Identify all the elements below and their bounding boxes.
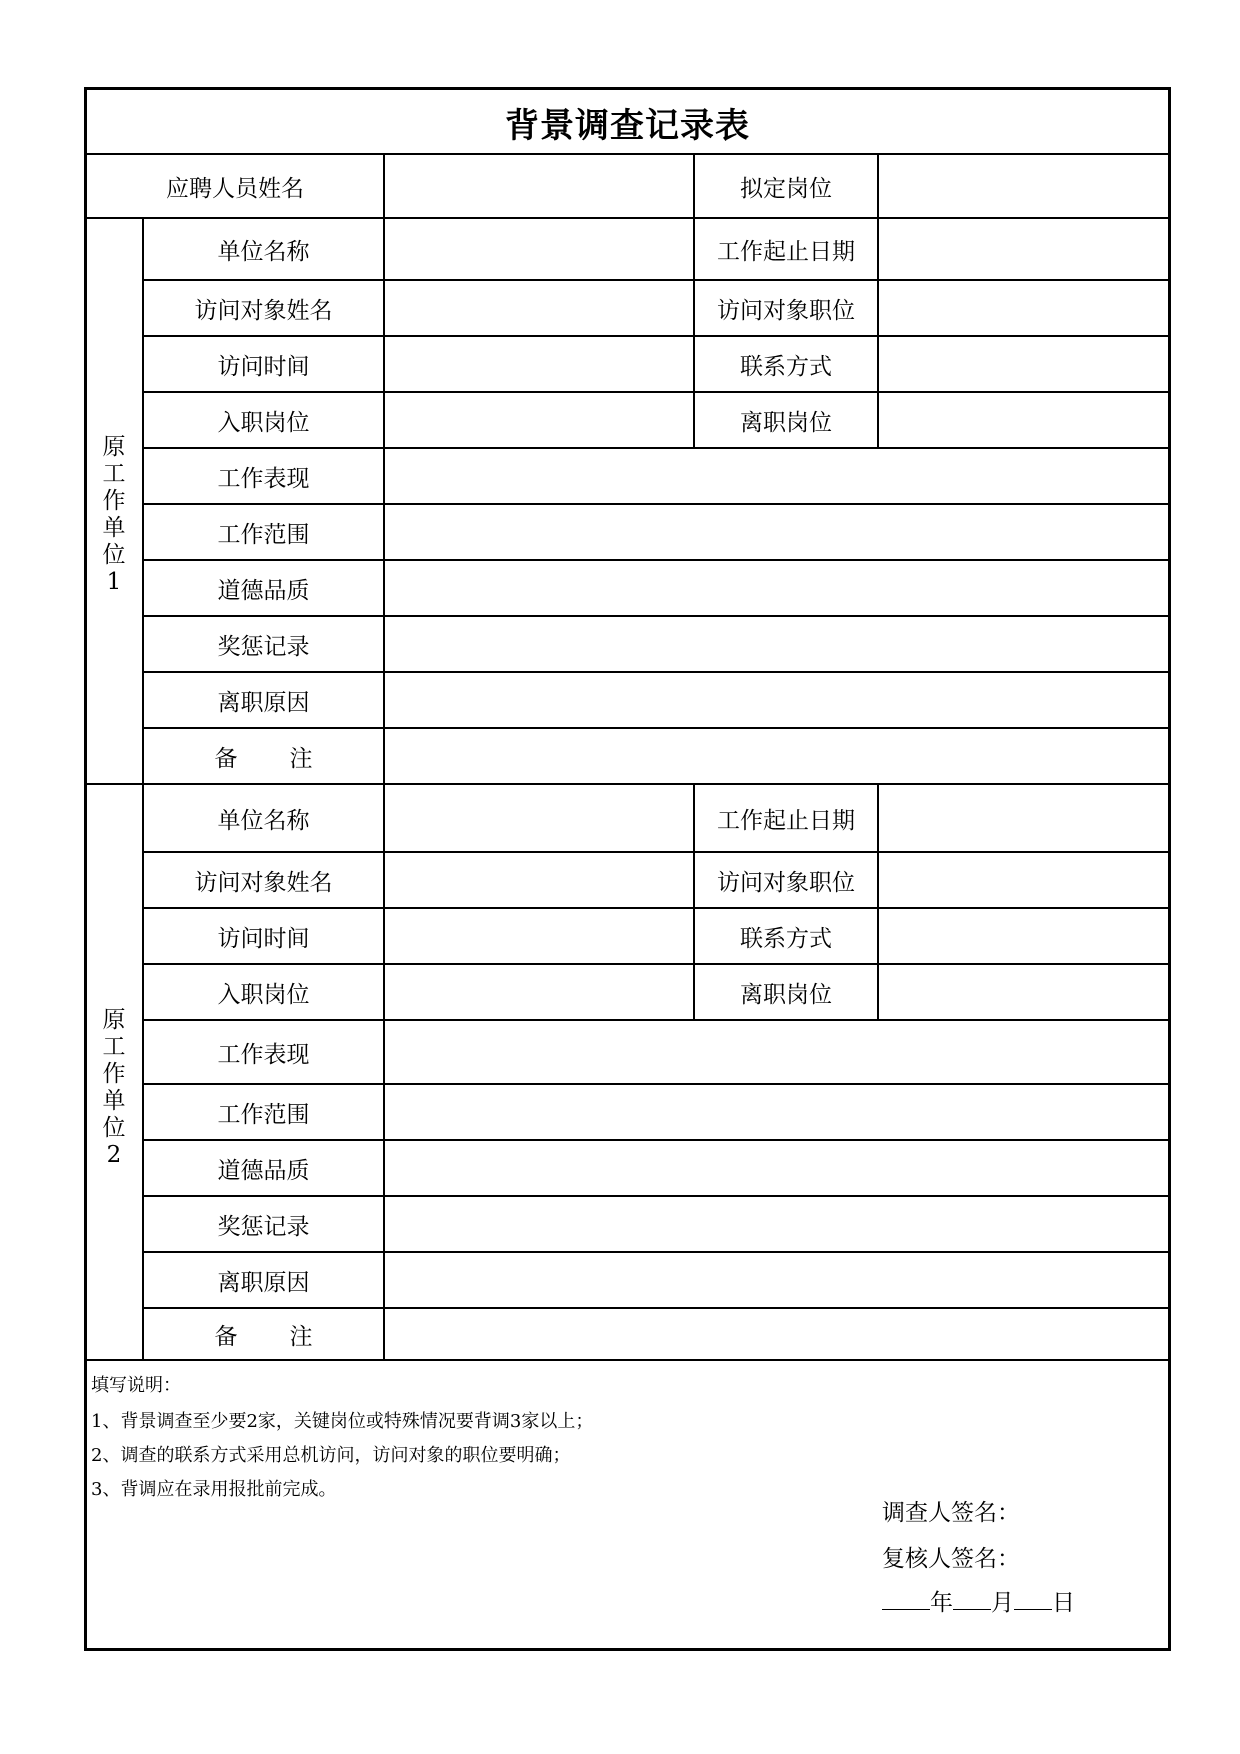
unit-1-performance-field[interactable] bbox=[385, 449, 1168, 503]
month-label: 月 bbox=[991, 1590, 1014, 1616]
unit-1-performance-label: 工作表现 bbox=[217, 465, 310, 492]
unit-2-company-name-label: 单位名称 bbox=[217, 807, 310, 834]
unit-2-job-scope-label: 工作范围 bbox=[217, 1101, 310, 1128]
unit-2-leave-reason-label: 离职原因 bbox=[217, 1269, 310, 1296]
unit-1-entry-position-field[interactable] bbox=[385, 393, 693, 447]
applicant-name-label: 应聘人员姓名 bbox=[166, 175, 304, 202]
unit-2-exit-position-field[interactable] bbox=[879, 965, 1168, 1019]
month-blank[interactable] bbox=[953, 1589, 991, 1610]
unit-1-contact-name-label: 访问对象姓名 bbox=[194, 297, 333, 324]
unit-2-company-name-field[interactable] bbox=[385, 785, 693, 851]
background-check-form bbox=[84, 87, 1171, 1651]
unit-2-side-label: 原工作单位2 bbox=[102, 1007, 126, 1168]
unit-1-contact-name-field[interactable] bbox=[385, 281, 693, 335]
unit-1-contact-method-field[interactable] bbox=[879, 337, 1168, 391]
unit-1-job-scope-label: 工作范围 bbox=[217, 521, 310, 548]
unit-2-employment-dates-label: 工作起止日期 bbox=[717, 807, 855, 834]
unit-2-performance-field[interactable] bbox=[385, 1021, 1168, 1083]
unit-1-job-scope-field[interactable] bbox=[385, 505, 1168, 559]
note-item-2: 2、调查的联系方式采用总机访问，访问对象的职位要明确； bbox=[91, 1445, 571, 1466]
unit-2-rewards-label: 奖惩记录 bbox=[217, 1213, 310, 1240]
unit-2-exit-position-label: 离职岗位 bbox=[740, 981, 832, 1008]
unit-1-side-label: 原工作单位1 bbox=[102, 434, 126, 595]
unit-1-contact-title-field[interactable] bbox=[879, 281, 1168, 335]
unit-1-rewards-field[interactable] bbox=[385, 617, 1168, 671]
unit-1-employment-dates-label: 工作起止日期 bbox=[717, 238, 855, 265]
unit-2-performance-label: 工作表现 bbox=[217, 1041, 310, 1068]
proposed-position-field[interactable] bbox=[879, 155, 1168, 217]
unit-2-contact-method-label: 联系方式 bbox=[740, 925, 832, 952]
day-label: 日 bbox=[1052, 1590, 1075, 1616]
reviewer-signature-label: 复核人签名： bbox=[882, 1546, 1020, 1572]
proposed-position-label: 拟定岗位 bbox=[740, 175, 832, 202]
signature-date bbox=[882, 1584, 1075, 1617]
year-label: 年 bbox=[930, 1590, 953, 1616]
unit-1-rewards-label: 奖惩记录 bbox=[217, 633, 310, 660]
note-item-1: 1、背景调查至少要2家，关键岗位或特殊情况要背调3家以上； bbox=[91, 1411, 594, 1432]
unit-1-leave-reason-label: 离职原因 bbox=[217, 689, 310, 716]
unit-2-job-scope-field[interactable] bbox=[385, 1085, 1168, 1139]
unit-2-contact-name-field[interactable] bbox=[385, 853, 693, 907]
unit-1-visit-time-field[interactable] bbox=[385, 337, 693, 391]
unit-2-rewards-field[interactable] bbox=[385, 1197, 1168, 1251]
unit-1-entry-position-label: 入职岗位 bbox=[217, 409, 310, 436]
applicant-name-field[interactable] bbox=[385, 155, 693, 217]
unit-1-exit-position-label: 离职岗位 bbox=[740, 409, 832, 436]
day-blank[interactable] bbox=[1014, 1589, 1052, 1610]
unit-1-ethics-field[interactable] bbox=[385, 561, 1168, 615]
unit-2-remarks-label: 备 注 bbox=[214, 1323, 313, 1350]
unit-1-contact-method-label: 联系方式 bbox=[740, 353, 832, 380]
unit-1-employment-dates-field[interactable] bbox=[879, 219, 1168, 279]
unit-2-contact-name-label: 访问对象姓名 bbox=[194, 869, 333, 896]
unit-2-entry-position-field[interactable] bbox=[385, 965, 693, 1019]
unit-1-remarks-label: 备 注 bbox=[214, 745, 313, 772]
unit-1-visit-time-label: 访问时间 bbox=[217, 353, 310, 380]
unit-2-contact-title-field[interactable] bbox=[879, 853, 1168, 907]
unit-2-entry-position-label: 入职岗位 bbox=[217, 981, 310, 1008]
unit-1-ethics-label: 道德品质 bbox=[217, 577, 310, 604]
notes-heading: 填写说明： bbox=[91, 1375, 181, 1396]
unit-1-remarks-field[interactable] bbox=[385, 729, 1168, 783]
unit-2-contact-method-field[interactable] bbox=[879, 909, 1168, 963]
form-title: 背景调查记录表 bbox=[505, 105, 750, 146]
unit-2-ethics-label: 道德品质 bbox=[217, 1157, 310, 1184]
unit-1-company-name-label: 单位名称 bbox=[217, 238, 310, 265]
unit-2-contact-title-label: 访问对象职位 bbox=[717, 869, 855, 896]
unit-2-visit-time-label: 访问时间 bbox=[217, 925, 310, 952]
investigator-signature-label: 调查人签名： bbox=[882, 1500, 1020, 1526]
unit-2-remarks-field[interactable] bbox=[385, 1309, 1168, 1359]
unit-1-contact-title-label: 访问对象职位 bbox=[717, 297, 855, 324]
year-blank[interactable] bbox=[882, 1589, 930, 1610]
unit-1-company-name-field[interactable] bbox=[385, 219, 693, 279]
unit-2-leave-reason-field[interactable] bbox=[385, 1253, 1168, 1307]
unit-2-visit-time-field[interactable] bbox=[385, 909, 693, 963]
unit-2-employment-dates-field[interactable] bbox=[879, 785, 1168, 851]
unit-1-leave-reason-field[interactable] bbox=[385, 673, 1168, 727]
unit-2-ethics-field[interactable] bbox=[385, 1141, 1168, 1195]
note-item-3: 3、背调应在录用报批前完成。 bbox=[91, 1479, 337, 1500]
unit-1-exit-position-field[interactable] bbox=[879, 393, 1168, 447]
